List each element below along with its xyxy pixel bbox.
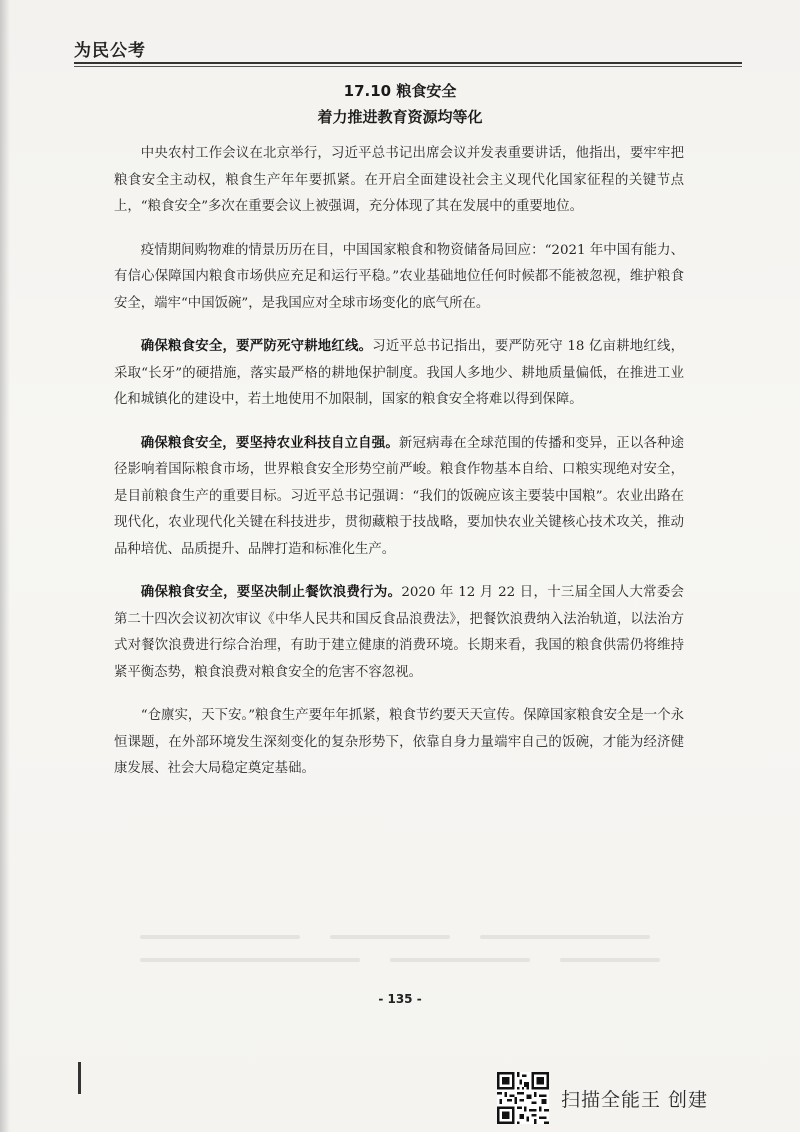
- paragraph-lead: 确保粮食安全，要坚持农业科技自立自强。: [140, 434, 399, 451]
- paragraph-text: “仓廪实，天下安。”粮食生产要年年抓紧，粮食节约要天天宣传。保障国家粮食安全是一个永恒课题，在外部环境发生深刻变化的复杂形势下，依靠自身力量端牢自己的饭碗，才能为经济健康发展、社会大局稳定奠定基础。: [114, 708, 684, 776]
- header-rule: [74, 62, 742, 64]
- paragraph-text: 疫情期间购物难的情景历历在目，中国国家粮食和物资储备局回应：“2021 年中国有能力、有信心保障国内粮食市场供应充足和运行平稳。”农业基础地位任何时候都不能被忽视，维护粮食安全，端牢“中国饭碗”，是我国应对全球市场变化的底气所在。: [114, 242, 684, 311]
- paragraph-lead: 确保粮食安全，要坚决制止餐饮浪费行为。: [140, 584, 402, 600]
- paragraph-text: 中央农村工作会议在北京举行，习近平总书记出席会议并发表重要讲话，他指出，要牢牢把粮食安全主动权，粮食生产年年要抓紧。在开启全面建设社会主义现代化国家征程的关键节点上，“粮食安全”多次在重要会议上被强调，充分体现了其在发展中的重要地位。: [114, 146, 684, 214]
- article-body: [114, 140, 684, 799]
- qr-code-icon: [497, 1072, 549, 1124]
- paragraph-text: 习近平总书记指出，要严防死守 18 亿亩耕地红线，采取“长牙”的硬措施，落实最严格的耕地保护制度。我国人多地少、耕地质量偏低，在推进工业化和城镇化的建设中，若土地使用不加限制，国家的粮食安全将难以得到保障。: [114, 339, 684, 407]
- paragraph-text: 2020 年 12 月 22 日，十三届全国人大常委会第二十四次会议初次审议《中华人民共和国反食品浪费法》，把餐饮浪费纳入法治轨道，以法治方式对餐饮浪费进行综合治理，有助于建立健康的消费环境。长期来看，我国的粮食供需仍将维持紧平衡态势，粮食浪费对粮食安全的危害不容忽视。: [114, 585, 684, 680]
- bleed-through-line: [140, 935, 300, 939]
- paragraph: [114, 237, 684, 318]
- paragraph: [114, 333, 684, 414]
- paragraph: [114, 140, 684, 221]
- paragraph: [114, 702, 684, 783]
- bleed-through-line: [480, 935, 650, 939]
- bleed-through-line: [140, 958, 360, 962]
- section-title: 着力推进教育资源均等化: [317, 108, 483, 126]
- paragraph-lead: 确保粮食安全，要严防死守耕地红线。: [140, 338, 373, 354]
- paragraph-text: 新冠病毒在全球范围的传播和变异，正以各种途径影响着国际粮食市场，世界粮食安全形势空前严峻。粮食作物基本自给、口粮实现绝对安全，是目前粮食生产的重要目标。习近平总书记强调：“我们的饭碗应该主要装中国粮”。农业出路在现代化，农业现代化关键在科技进步，贯彻藏粮于技战略，要加快农业关键核心技术攻关，推动品种培优、品质提升、品牌打造和标准化生产。: [114, 435, 685, 557]
- scanner-watermark: [497, 1072, 708, 1124]
- paragraph: [114, 579, 684, 686]
- paragraph: [114, 430, 684, 564]
- running-header: 为民公考: [74, 41, 146, 61]
- bleed-through-line: [330, 935, 450, 939]
- bleed-through-line: [560, 958, 660, 962]
- header-rule-thin: [74, 66, 742, 67]
- scan-edge-mark: [78, 1062, 81, 1094]
- bleed-through-line: [390, 958, 530, 962]
- section-heading: 17.10 粮食安全: [343, 82, 457, 100]
- scan-edge-shadow: [0, 0, 10, 1132]
- page-number: - 135 -: [378, 992, 422, 1006]
- watermark-text: 扫描全能王 创建: [561, 1088, 709, 1111]
